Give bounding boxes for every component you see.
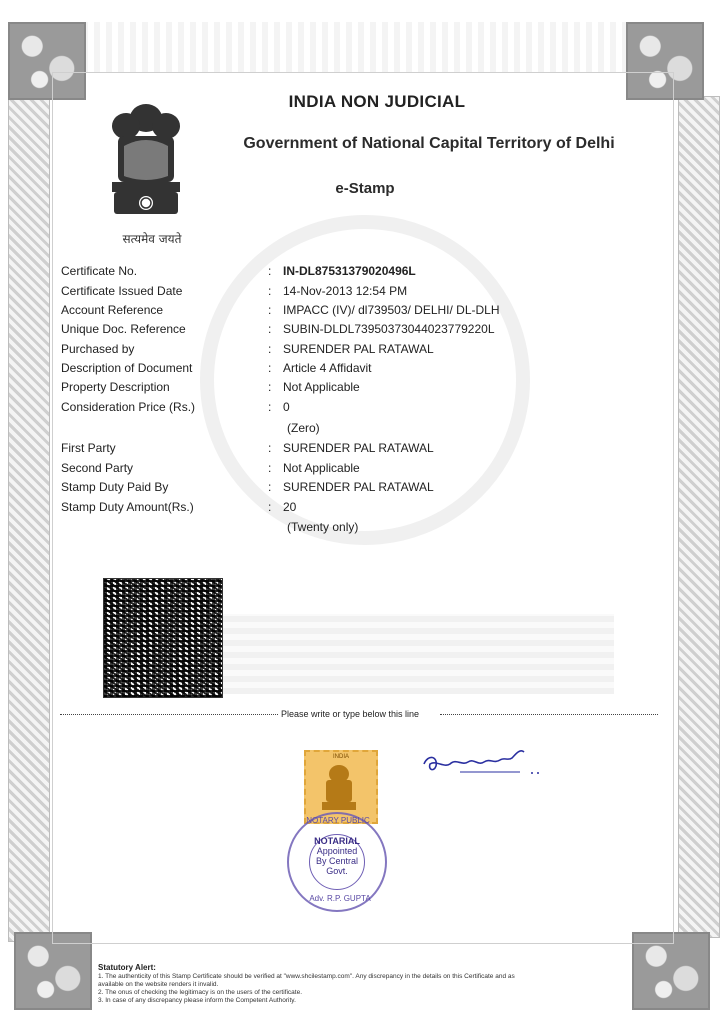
stamp-duty-paid-by: SURENDER PAL RATAWAL — [283, 480, 434, 494]
field-colon: : — [268, 461, 272, 475]
qr-code-icon — [103, 578, 223, 698]
field-label: Description of Document — [61, 361, 193, 375]
notary-line: Govt. — [326, 866, 348, 876]
field-colon: : — [268, 400, 272, 414]
field-colon: : — [268, 264, 272, 278]
field-label: First Party — [61, 441, 116, 455]
second-party: Not Applicable — [283, 461, 360, 475]
notary-line: Appointed — [316, 846, 358, 856]
statutory-alert-line: 1. The authenticity of this Stamp Certificate should be verified at "www.shcilestamp.com". Any discrepancy in the details on this Certificate and as — [98, 973, 515, 980]
header-title: INDIA NON JUDICIAL — [288, 92, 466, 111]
field-label: Consideration Price (Rs.) — [61, 400, 196, 414]
header-government: Government of National Capital Territory of Delhi — [243, 135, 615, 152]
notary-seal-outer-text: NOTARY PUBLIC — [306, 816, 370, 825]
field-colon: : — [268, 441, 272, 455]
revenue-stamp-label: INDIA — [332, 754, 349, 760]
consideration-price: 0 — [283, 400, 290, 414]
statutory-alert-title: Statutory Alert: — [98, 963, 156, 972]
dotted-divider — [60, 714, 278, 715]
watermark-band — [222, 614, 614, 694]
signature-icon — [420, 746, 552, 776]
field-label: Certificate Issued Date — [61, 284, 183, 298]
field-label: Stamp Duty Amount(Rs.) — [61, 500, 194, 514]
header-estamp: e-Stamp — [335, 180, 395, 197]
field-label: Certificate No. — [61, 264, 138, 278]
border-right — [678, 96, 720, 938]
border-left — [8, 88, 50, 942]
account-reference: IMPACC (IV)/ dl739503/ DELHI/ DL-DLH — [283, 303, 500, 317]
issued-date: 14-Nov-2013 12:54 PM — [283, 284, 408, 298]
field-colon: : — [268, 284, 272, 298]
statutory-alert-line: 2. The onus of checking the legitimacy is on the users of the certificate. — [98, 989, 303, 996]
notary-line: By Central — [315, 856, 359, 866]
field-label: Property Description — [61, 380, 170, 394]
field-label: Stamp Duty Paid By — [61, 480, 169, 494]
document-description: Article 4 Affidavit — [283, 361, 372, 375]
write-below-note: Please write or type below this line — [281, 709, 420, 719]
stamp-emblem-icon — [306, 760, 372, 816]
field-label: Account Reference — [61, 303, 164, 317]
stamp-duty-amount-words: (Twenty only) — [287, 520, 359, 534]
field-label: Second Party — [61, 461, 134, 475]
property-description: Not Applicable — [283, 380, 360, 394]
notary-seal-bottom-text: Adv. R.P. GUPTA — [309, 894, 371, 903]
certificate-number: IN-DL87531379020496L — [283, 264, 416, 278]
field-colon: : — [268, 303, 272, 317]
unique-doc-reference: SUBIN-DLDL73950373044023779220L — [283, 322, 495, 336]
ashoka-emblem-icon — [104, 96, 188, 228]
statutory-alert-line: available on the website renders it invalid. — [98, 981, 219, 988]
purchased-by: SURENDER PAL RATAWAL — [283, 342, 434, 356]
field-colon: : — [268, 361, 272, 375]
field-colon: : — [268, 342, 272, 356]
field-colon: : — [268, 380, 272, 394]
field-colon: : — [268, 322, 272, 336]
field-colon: : — [268, 480, 272, 494]
dotted-divider — [440, 714, 658, 715]
consideration-price-words: (Zero) — [287, 421, 320, 435]
stamp-duty-amount: 20 — [283, 500, 297, 514]
statutory-alert-line: 3. In case of any discrepancy please inform the Competent Authority. — [98, 997, 296, 1004]
notary-line: NOTARIAL — [314, 836, 360, 846]
field-label: Purchased by — [61, 342, 135, 356]
border-top — [82, 22, 626, 72]
emblem-motto: सत्यमेव जयते — [122, 232, 182, 246]
notary-seal-text — [300, 836, 374, 876]
field-label: Unique Doc. Reference — [61, 322, 186, 336]
field-colon: : — [268, 500, 272, 514]
first-party: SURENDER PAL RATAWAL — [283, 441, 434, 455]
